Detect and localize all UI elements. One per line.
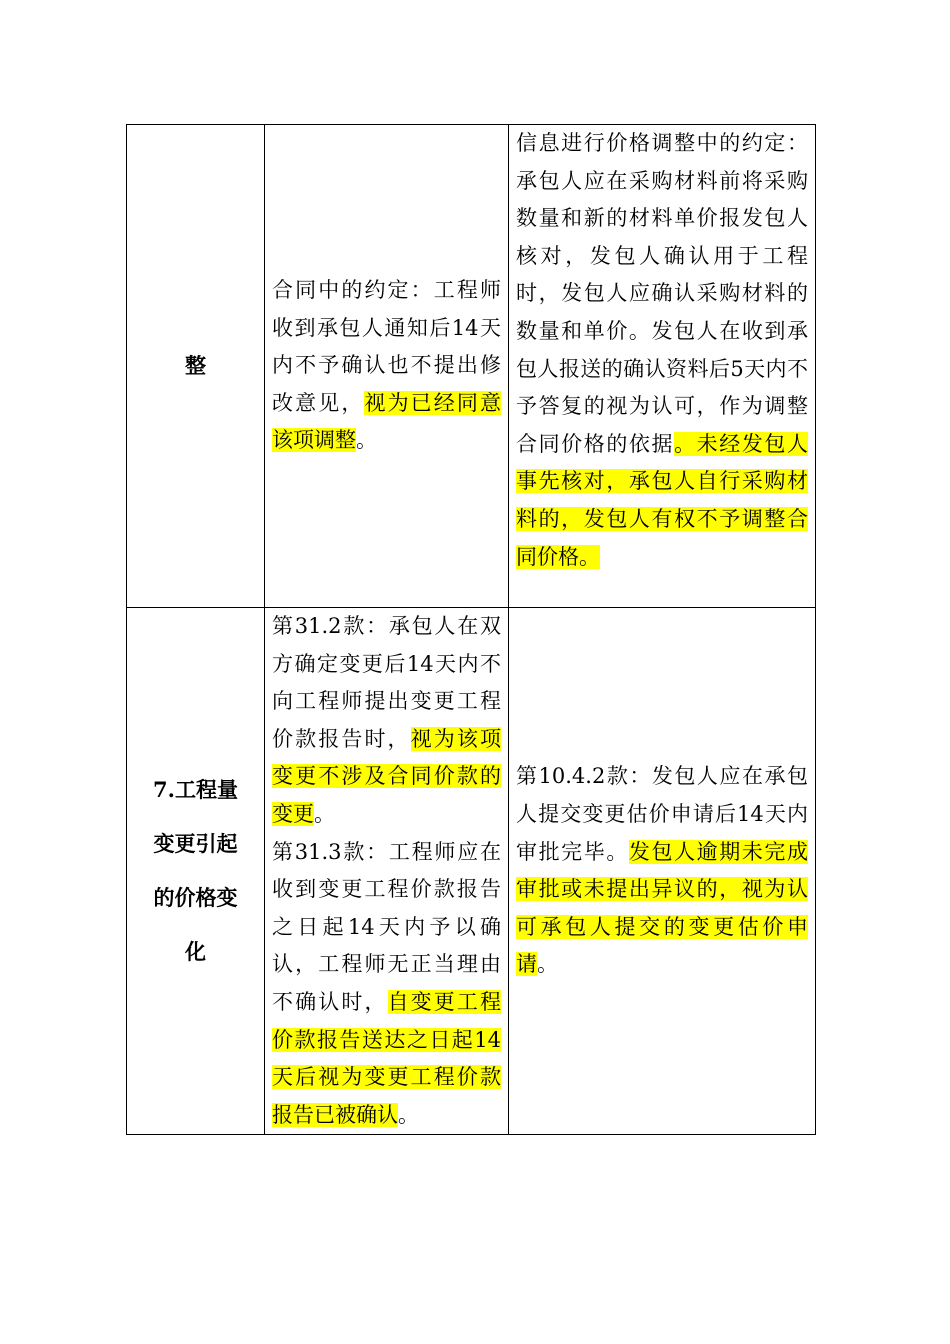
clause-text: 第10.4.2款：发包人应在承包人提交变更估价申请后14天内审批完毕。 xyxy=(516,764,808,864)
comparison-table xyxy=(126,124,816,1135)
table-row xyxy=(127,125,816,608)
clause-text-end: 。 xyxy=(398,1102,419,1127)
highlighted-text: 视为已经同意该项调整 xyxy=(272,390,502,453)
clause-text: 第31.2款：承包人在双方确定变更后14天内不向工程师提出变更工程价款报告时， xyxy=(272,614,501,751)
clause-text-end: 。 xyxy=(356,428,377,453)
new-clause-cell xyxy=(509,125,816,608)
clause-text-end: 。 xyxy=(537,952,558,977)
highlighted-text: 。未经发包人事先核对，承包人自行采购材料的，发包人有权不予调整合同价格。 xyxy=(516,431,809,569)
clause-paragraph xyxy=(272,834,501,1135)
item-cell xyxy=(127,608,265,1135)
item-cell xyxy=(127,125,265,608)
item-title: 整 xyxy=(185,353,206,378)
highlighted-text: 视为该项变更不涉及合同价款的变更 xyxy=(272,726,502,826)
clause-text: 信息进行价格调整中的约定：承包人应在采购材料前将采购数量和新的材料单价报发包人核对，发包人确认用于工程时，发包人应确认采购材料的数量和单价。发包人在收到承包人报送的确认资料后5天内不予答复的视为认可，作为调整合同价格的依据 xyxy=(516,131,808,456)
old-clause-cell xyxy=(265,125,509,608)
clause-text-end: 。 xyxy=(314,801,335,826)
new-clause-cell xyxy=(509,608,816,1135)
clause-text: 第31.3款：工程师应在收到变更工程价款报告之日起14天内予以确认，工程师无正当理由不确认时， xyxy=(272,839,501,1014)
item-title: 7.工程量变更引起的价格变化 xyxy=(153,777,238,965)
clause-text: 合同中的约定：工程师收到承包人通知后14天内不予确认也不提出修改意见， xyxy=(272,278,501,415)
clause-paragraph xyxy=(272,608,501,834)
old-clause-cell xyxy=(265,608,509,1135)
highlighted-text: 发包人逾期未完成审批或未提出异议的，视为认可承包人提交的变更估价申请 xyxy=(516,839,809,977)
highlighted-text: 自变更工程价款报告送达之日起14天后视为变更工程价款报告已被确认 xyxy=(272,989,502,1127)
table-row xyxy=(127,608,816,1135)
